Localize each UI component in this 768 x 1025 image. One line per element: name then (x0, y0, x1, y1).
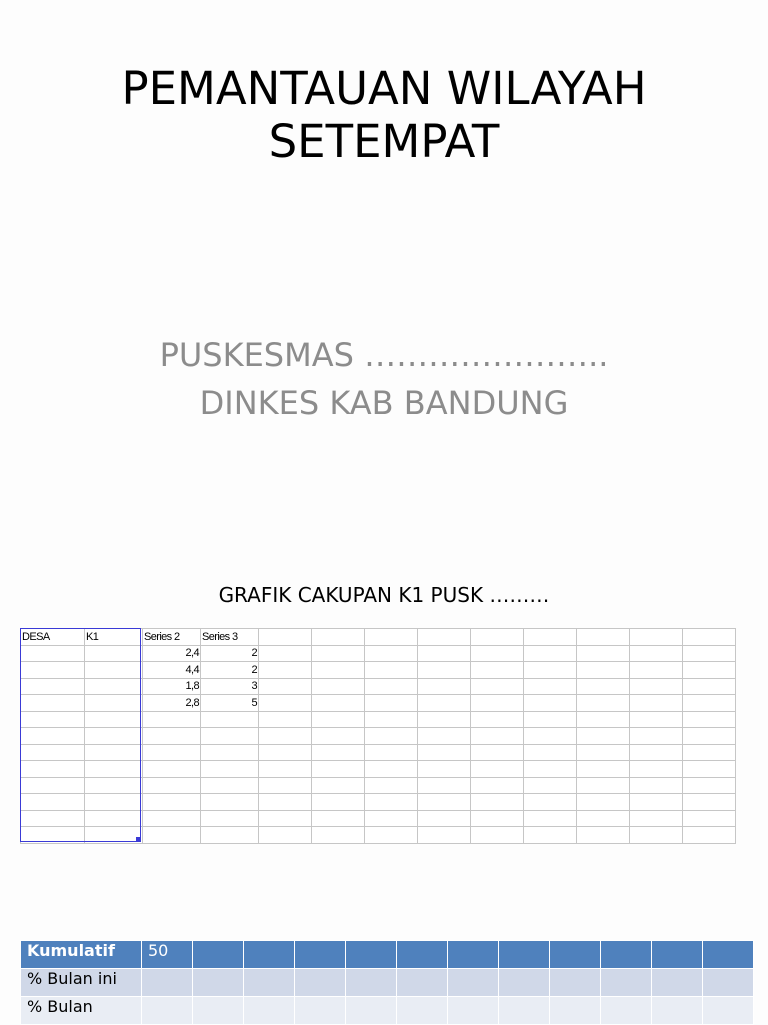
sheet-cell[interactable] (259, 794, 312, 811)
sheet-cell-series2[interactable]: 1,8 (143, 678, 201, 695)
sheet-cell[interactable] (143, 794, 201, 811)
subtitle-dinkes: DINKES KAB BANDUNG (199, 384, 569, 422)
sheet-cell[interactable] (259, 678, 312, 695)
sheet-cell[interactable] (418, 678, 471, 695)
embedded-spreadsheet[interactable] (20, 628, 736, 844)
sheet-cell[interactable] (143, 711, 201, 728)
sheet-cell-series3[interactable]: 5 (201, 695, 259, 712)
sheet-cell[interactable] (143, 744, 201, 761)
sheet-cell[interactable] (312, 629, 365, 646)
table-cell (601, 941, 652, 969)
slide-title-line1: PEMANTAUAN WILAYAH (121, 62, 647, 115)
cumulative-header-row (21, 941, 754, 969)
sheet-cell[interactable] (471, 761, 524, 778)
sheet-cell[interactable] (85, 777, 143, 794)
sheet-cell[interactable] (471, 728, 524, 745)
sheet-cell[interactable] (524, 827, 577, 844)
sheet-cell[interactable] (524, 662, 577, 679)
sheet-cell[interactable] (524, 678, 577, 695)
table-cell (295, 969, 346, 997)
sheet-cell[interactable] (365, 645, 418, 662)
sheet-cell[interactable] (577, 761, 630, 778)
sheet-cell[interactable] (259, 761, 312, 778)
sheet-cell-series2[interactable]: 2,8 (143, 695, 201, 712)
sheet-cell[interactable] (365, 827, 418, 844)
sheet-cell[interactable] (471, 662, 524, 679)
table-cell (193, 941, 244, 969)
sheet-cell[interactable] (259, 810, 312, 827)
sheet-cell[interactable] (259, 777, 312, 794)
table-cell (703, 969, 754, 997)
sheet-cell[interactable] (85, 662, 143, 679)
sheet-cell[interactable] (312, 777, 365, 794)
sheet-cell[interactable] (85, 794, 143, 811)
table-cell (244, 969, 295, 997)
sheet-cell[interactable] (21, 645, 85, 662)
sheet-cell[interactable] (259, 711, 312, 728)
sheet-cell[interactable] (630, 761, 683, 778)
sheet-cell[interactable] (312, 662, 365, 679)
table-cell (193, 997, 244, 1025)
sheet-cell[interactable] (683, 695, 736, 712)
sheet-cell[interactable] (312, 794, 365, 811)
table-cell (652, 941, 703, 969)
sheet-cell[interactable] (259, 728, 312, 745)
table-cell (448, 941, 499, 969)
sheet-cell[interactable] (418, 711, 471, 728)
table-cell (550, 969, 601, 997)
sheet-row (21, 728, 736, 745)
sheet-cell[interactable] (143, 728, 201, 745)
table-cell (448, 997, 499, 1025)
sheet-cell[interactable] (85, 810, 143, 827)
sheet-cell[interactable] (471, 827, 524, 844)
sheet-cell[interactable] (683, 794, 736, 811)
sheet-cell[interactable] (201, 794, 259, 811)
table-cell (550, 997, 601, 1025)
sheet-cell[interactable] (21, 711, 85, 728)
sheet-cell-series2[interactable]: 2,4 (143, 645, 201, 662)
sheet-cell[interactable] (418, 728, 471, 745)
sheet-cell[interactable] (524, 695, 577, 712)
sheet-row (21, 827, 736, 844)
sheet-cell[interactable] (524, 728, 577, 745)
sheet-row (21, 678, 736, 695)
sheet-cell[interactable] (312, 728, 365, 745)
sheet-cell[interactable] (365, 744, 418, 761)
slide-subtitle (0, 331, 768, 427)
sheet-cell[interactable] (524, 744, 577, 761)
sheet-cell[interactable] (21, 744, 85, 761)
sheet-cell[interactable] (259, 645, 312, 662)
sheet-cell[interactable] (471, 777, 524, 794)
sheet-cell[interactable] (418, 662, 471, 679)
sheet-cell[interactable] (577, 695, 630, 712)
sheet-cell[interactable] (312, 645, 365, 662)
sheet-cell[interactable] (259, 695, 312, 712)
sheet-cell[interactable] (85, 827, 143, 844)
table-cell (703, 941, 754, 969)
sheet-cell[interactable] (85, 695, 143, 712)
sheet-cell[interactable] (577, 777, 630, 794)
sheet-cell[interactable] (312, 810, 365, 827)
sheet-cell[interactable] (143, 810, 201, 827)
sheet-cell[interactable] (471, 794, 524, 811)
table-cell (601, 997, 652, 1025)
sheet-cell[interactable] (21, 810, 85, 827)
sheet-cell[interactable] (365, 711, 418, 728)
sheet-cell[interactable] (683, 744, 736, 761)
sheet-cell[interactable] (577, 629, 630, 646)
sheet-row (21, 662, 736, 679)
sheet-cell[interactable] (471, 711, 524, 728)
table-cell (193, 969, 244, 997)
bulan-ini-label: % Bulan ini (21, 969, 142, 997)
sheet-cell[interactable] (21, 695, 85, 712)
sheet-cell[interactable] (21, 662, 85, 679)
sheet-cell[interactable] (85, 711, 143, 728)
sheet-cell[interactable] (312, 827, 365, 844)
table-cell (142, 969, 193, 997)
sheet-cell[interactable] (201, 827, 259, 844)
sheet-cell[interactable] (365, 728, 418, 745)
sheet-cell[interactable] (365, 678, 418, 695)
table-cell (295, 997, 346, 1025)
sheet-cell[interactable] (201, 810, 259, 827)
sheet-cell[interactable] (201, 728, 259, 745)
table-cell (142, 997, 193, 1025)
sheet-cell[interactable] (630, 777, 683, 794)
selection-fill-handle[interactable] (136, 837, 141, 842)
sheet-cell[interactable] (683, 662, 736, 679)
sheet-cell[interactable] (418, 645, 471, 662)
sheet-cell[interactable] (21, 827, 85, 844)
sheet-cell[interactable] (85, 678, 143, 695)
table-cell (397, 997, 448, 1025)
sheet-cell[interactable] (418, 827, 471, 844)
sheet-cell[interactable] (418, 777, 471, 794)
sheet-cell[interactable] (630, 645, 683, 662)
sheet-cell[interactable] (201, 777, 259, 794)
sheet-cell[interactable] (365, 794, 418, 811)
sheet-cell[interactable] (577, 744, 630, 761)
sheet-row (21, 761, 736, 778)
sheet-cell[interactable] (85, 744, 143, 761)
table-cell (652, 969, 703, 997)
sheet-cell[interactable] (471, 629, 524, 646)
table-cell (346, 997, 397, 1025)
sheet-cell[interactable] (524, 629, 577, 646)
sheet-cell-series3[interactable]: 2 (201, 662, 259, 679)
sheet-cell[interactable] (365, 810, 418, 827)
sheet-row (21, 777, 736, 794)
sheet-cell[interactable] (201, 711, 259, 728)
sheet-cell[interactable] (418, 810, 471, 827)
table-cell (346, 941, 397, 969)
table-cell (499, 941, 550, 969)
sheet-cell[interactable] (524, 761, 577, 778)
sheet-cell[interactable] (312, 678, 365, 695)
slide-title (0, 62, 768, 168)
table-cell (244, 941, 295, 969)
sheet-cell[interactable] (312, 744, 365, 761)
sheet-row (21, 645, 736, 662)
sheet-cell[interactable] (259, 744, 312, 761)
slide-title-line2: SETEMPAT (268, 115, 500, 168)
sheet-row (21, 711, 736, 728)
sheet-cell[interactable] (471, 678, 524, 695)
sheet-cell[interactable] (630, 728, 683, 745)
sheet-header-row (21, 629, 736, 646)
cumulative-value: 50 (142, 941, 193, 969)
sheet-cell[interactable] (259, 827, 312, 844)
sheet-cell[interactable] (21, 678, 85, 695)
sheet-cell[interactable] (418, 794, 471, 811)
sheet-cell[interactable] (21, 728, 85, 745)
sheet-cell[interactable] (201, 761, 259, 778)
sheet-cell[interactable] (630, 827, 683, 844)
sheet-cell[interactable] (312, 711, 365, 728)
sheet-cell[interactable] (85, 761, 143, 778)
sheet-cell[interactable] (630, 744, 683, 761)
sheet-cell[interactable] (630, 678, 683, 695)
bulan-row (21, 997, 754, 1025)
sheet-cell[interactable] (630, 711, 683, 728)
sheet-cell[interactable] (683, 711, 736, 728)
sheet-cell[interactable] (418, 629, 471, 646)
sheet-cell[interactable] (85, 645, 143, 662)
table-cell (346, 969, 397, 997)
table-cell (601, 969, 652, 997)
table-cell (397, 941, 448, 969)
sheet-cell[interactable] (365, 629, 418, 646)
sheet-row (21, 794, 736, 811)
sheet-cell[interactable] (630, 695, 683, 712)
subtitle-puskesmas: PUSKESMAS ………………….. (159, 336, 609, 374)
sheet-cell[interactable] (630, 662, 683, 679)
sheet-header-series2[interactable]: Series 2 (143, 629, 201, 646)
sheet-cell[interactable] (524, 794, 577, 811)
sheet-row (21, 810, 736, 827)
sheet-cell[interactable] (524, 777, 577, 794)
sheet-cell[interactable] (577, 662, 630, 679)
sheet-header-series3[interactable]: Series 3 (201, 629, 259, 646)
sheet-cell[interactable] (471, 695, 524, 712)
table-cell (499, 969, 550, 997)
sheet-cell[interactable] (21, 761, 85, 778)
table-cell (397, 969, 448, 997)
sheet-cell[interactable] (471, 744, 524, 761)
sheet-cell[interactable] (524, 645, 577, 662)
sheet-cell[interactable] (524, 711, 577, 728)
sheet-cell[interactable] (312, 695, 365, 712)
sheet-cell[interactable] (143, 761, 201, 778)
sheet-cell[interactable] (143, 777, 201, 794)
sheet-cell[interactable] (21, 777, 85, 794)
sheet-cell[interactable] (365, 777, 418, 794)
table-cell (652, 997, 703, 1025)
table-cell (703, 997, 754, 1025)
sheet-cell[interactable] (312, 761, 365, 778)
sheet-header-k1[interactable]: K1 (85, 629, 143, 646)
sheet-cell[interactable] (683, 777, 736, 794)
sheet-cell[interactable] (630, 629, 683, 646)
sheet-cell[interactable] (471, 810, 524, 827)
sheet-cell[interactable] (21, 794, 85, 811)
sheet-cell[interactable] (524, 810, 577, 827)
sheet-cell-series3[interactable]: 3 (201, 678, 259, 695)
sheet-cell[interactable] (418, 695, 471, 712)
cumulative-table (20, 940, 754, 1025)
table-cell (448, 969, 499, 997)
sheet-cell[interactable] (577, 728, 630, 745)
sheet-header-desa[interactable]: DESA (21, 629, 85, 646)
sheet-cell[interactable] (683, 827, 736, 844)
sheet-cell[interactable] (365, 695, 418, 712)
table-cell (499, 997, 550, 1025)
sheet-cell[interactable] (259, 662, 312, 679)
sheet-cell[interactable] (577, 827, 630, 844)
bulan-label: % Bulan (21, 997, 142, 1025)
sheet-cell[interactable] (683, 678, 736, 695)
bulan-ini-row (21, 969, 754, 997)
sheet-cell[interactable] (418, 744, 471, 761)
sheet-cell[interactable] (577, 711, 630, 728)
sheet-cell[interactable] (683, 810, 736, 827)
sheet-cell[interactable] (577, 810, 630, 827)
sheet-cell[interactable] (85, 728, 143, 745)
sheet-cell[interactable] (630, 794, 683, 811)
chart-title: GRAFIK CAKUPAN K1 PUSK ……… (218, 583, 550, 607)
sheet-cell[interactable] (418, 761, 471, 778)
sheet-row (21, 744, 736, 761)
sheet-cell[interactable] (683, 761, 736, 778)
sheet-cell[interactable] (577, 645, 630, 662)
sheet-cell[interactable] (365, 662, 418, 679)
sheet-cell[interactable] (577, 678, 630, 695)
sheet-cell-series3[interactable]: 2 (201, 645, 259, 662)
sheet-cell-series2[interactable]: 4,4 (143, 662, 201, 679)
sheet-cell[interactable] (630, 810, 683, 827)
sheet-cell[interactable] (201, 744, 259, 761)
table-cell (244, 997, 295, 1025)
sheet-cell[interactable] (365, 761, 418, 778)
sheet-cell[interactable] (471, 645, 524, 662)
table-cell (550, 941, 601, 969)
cumulative-label: Kumulatif (21, 941, 142, 969)
table-cell (295, 941, 346, 969)
sheet-cell[interactable] (683, 728, 736, 745)
sheet-row (21, 695, 736, 712)
sheet-cell[interactable] (143, 827, 201, 844)
sheet-cell[interactable] (577, 794, 630, 811)
sheet-cell[interactable] (259, 629, 312, 646)
sheet-cell[interactable] (683, 629, 736, 646)
sheet-cell[interactable] (683, 645, 736, 662)
